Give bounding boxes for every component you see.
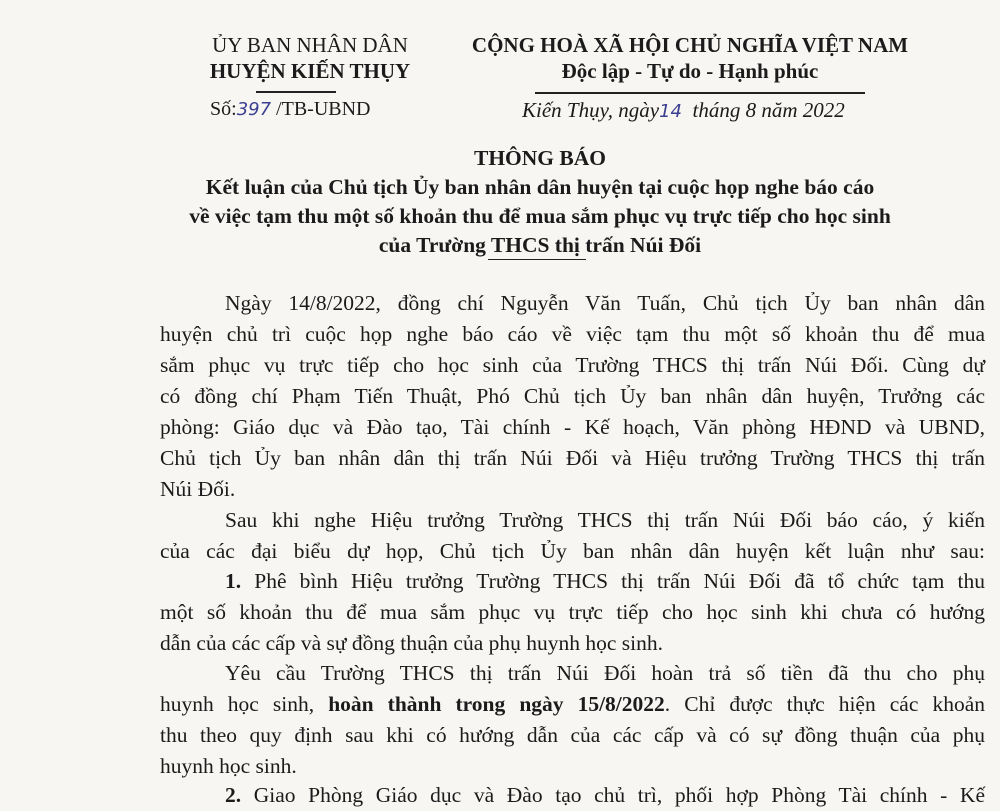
document-number [210,98,371,121]
body-line-deadline [160,689,985,720]
body-line: một số khoản thu để mua sắm phục vụ trực tiếp cho học sinh khi chưa có hướng [160,600,985,624]
nation-name: CỘNG HOÀ XÃ HỘI CHỦ NGHĨA VIỆT NAM [471,33,909,57]
agency-underline [256,91,336,93]
agency-line-2: HUYỆN KIẾN THỤY [209,59,411,83]
deadline-suffix: . Chỉ được thực hiện các khoản [664,692,985,716]
item-2-number: 2. [225,783,242,807]
notice-title [130,144,950,260]
motto-underline [535,92,865,94]
item-2-text: Giao Phòng Giáo dục và Đào tạo chủ trì, phối hợp Phòng Tài chính - Kế [241,783,985,807]
number-prefix: Số: [210,98,237,120]
nation-header [440,32,940,84]
subtitle-line: về việc tạm thu một số khoản thu để mua sắm phục vụ trực tiếp cho học sinh [189,204,891,228]
subtitle-line: Kết luận của Chủ tịch Ủy ban nhân dân huyện tại cuộc họp nghe báo cáo [205,175,875,199]
date-prefix: Kiến Thụy, ngày [522,98,660,122]
body-line: Núi Đối. [160,477,236,501]
motto: Độc lập - Tự do - Hạnh phúc [561,59,819,83]
date-suffix: tháng 8 năm 2022 [692,98,845,122]
deadline-bold: hoàn thành trong ngày 15/8/2022 [328,692,665,716]
body-line: sắm phục vụ trực tiếp cho học sinh của Trường THCS thị trấn Núi Đối. Cùng dự [160,353,985,377]
title-underline [488,259,586,260]
body-line: Yêu cầu Trường THCS thị trấn Núi Đối hoàn trả số tiền đã thu cho phụ [225,661,985,685]
handwritten-number: 397 [236,99,272,120]
body-line: có đồng chí Phạm Tiến Thuật, Phó Chủ tịch Ủy ban nhân dân huyện, Trưởng các [160,384,985,408]
agency-line-1: ỦY BAN NHÂN DÂN [212,33,408,57]
body-line: Ngày 14/8/2022, đồng chí Nguyễn Văn Tuấn, Chủ tịch Ủy ban nhân dân [225,291,985,315]
body-line: huynh học sinh. [160,754,297,778]
body-line: dẫn của các cấp và sự đồng thuận của phụ huynh học sinh. [160,631,664,655]
notice-heading: THÔNG BÁO [473,146,606,170]
body-line: Sau khi nghe Hiệu trưởng Trường THCS thị trấn Núi Đối báo cáo, ý kiến [225,508,985,532]
item-1-number: 1. [225,569,242,593]
deadline-prefix: huynh học sinh, [160,692,329,716]
body-line: thu theo quy định sau khi có hướng dẫn của các cấp và có sự đồng thuận của phụ [160,723,985,747]
date-line [522,98,845,123]
item-1-text: Phê bình Hiệu trưởng Trường THCS thị trấn Núi Đối đã tổ chức tạm thu [241,569,985,593]
body-line: của các đại biểu dự họp, Chủ tịch Ủy ban nhân dân huyện kết luận như sau: [160,539,985,563]
agency-name [200,32,420,84]
number-suffix: /TB-UBND [276,98,371,120]
body-line: Chủ tịch Ủy ban nhân dân thị trấn Núi Đối và Hiệu trưởng Trường THCS thị trấn [160,446,985,470]
subtitle-line: của Trường THCS thị trấn Núi Đối [378,233,702,257]
handwritten-day: 14 [659,101,682,122]
body-line: huyện chủ trì cuộc họp nghe báo cáo về việc tạm thu một số khoản thu để mua [160,322,985,346]
item-2-line [225,780,985,811]
item-1-line [225,566,985,597]
body-line: phòng: Giáo dục và Đào tạo, Tài chính - Kế hoạch, Văn phòng HĐND và UBND, [160,415,985,439]
